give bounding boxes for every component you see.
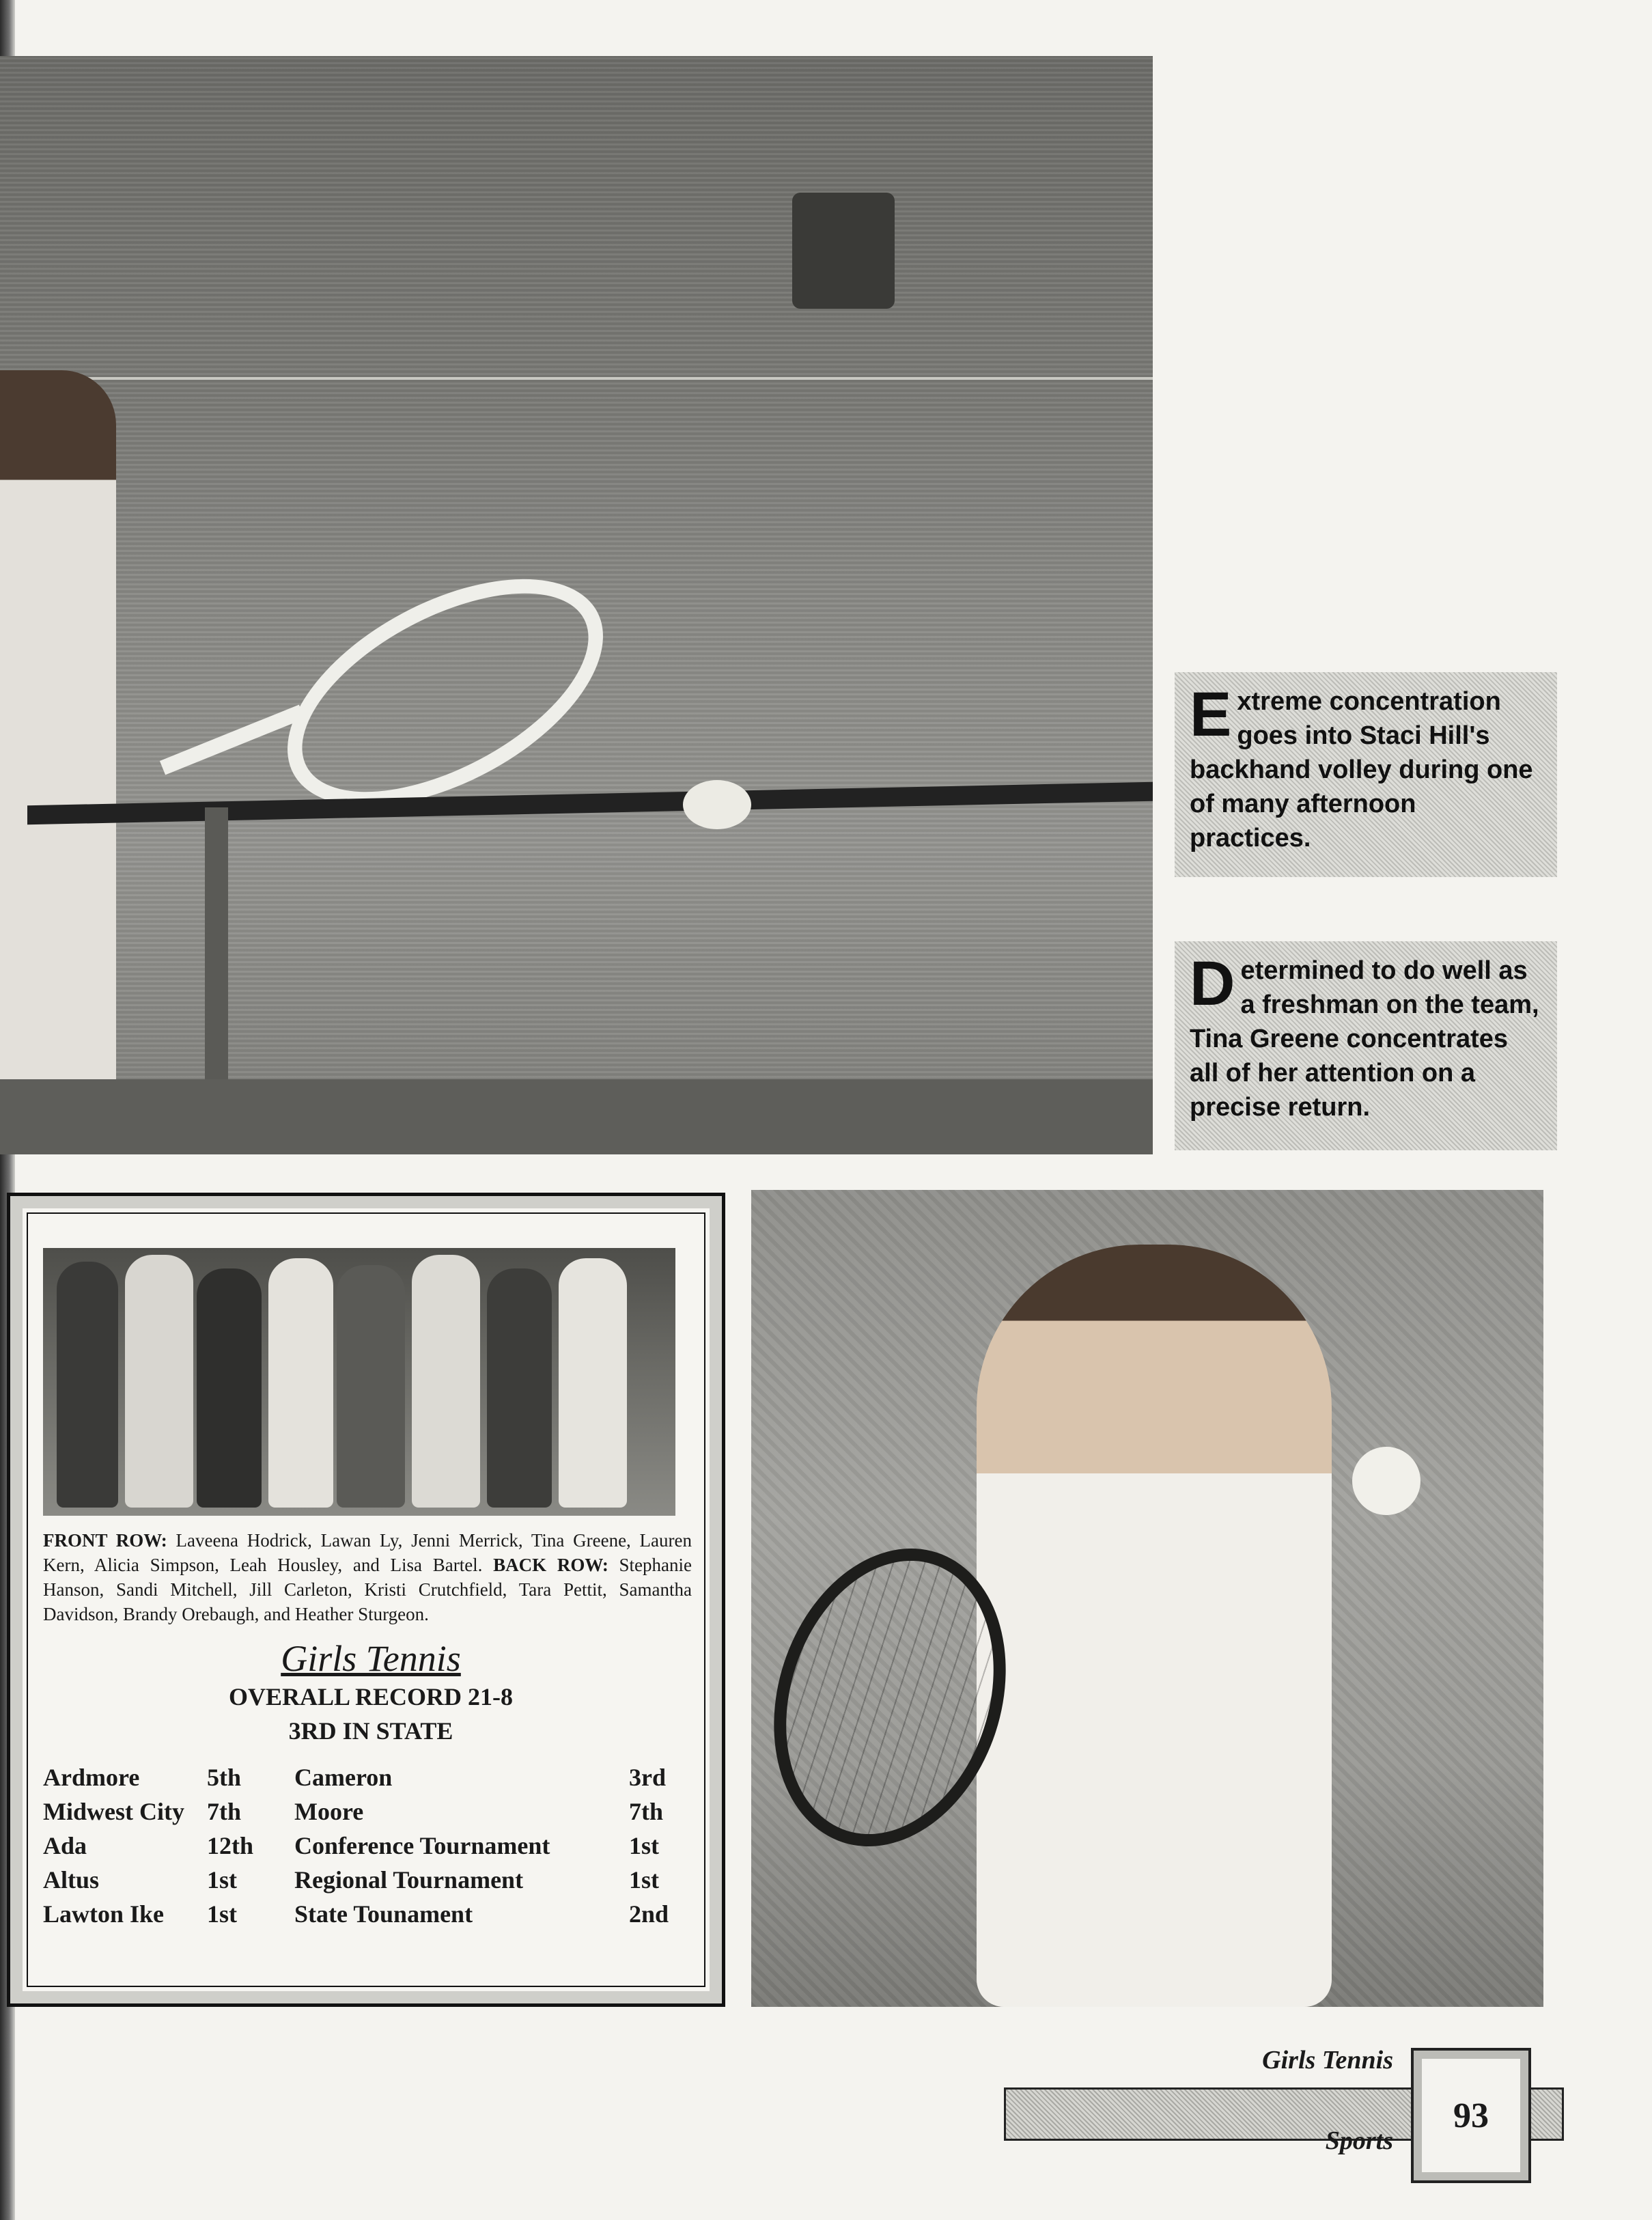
caption-text: xtreme concentration goes into Staci Hill's backhand volley during one of many afternoon practices.	[1190, 687, 1533, 852]
result: 7th	[629, 1798, 664, 1825]
result: 1st	[207, 1866, 237, 1893]
caption-freshman	[1175, 941, 1557, 1150]
result: 7th	[207, 1798, 242, 1825]
dropcap: E	[1190, 680, 1232, 749]
photo-forehand-return	[751, 1190, 1543, 2007]
opponent: Ardmore	[43, 1764, 140, 1791]
tennis-ball	[683, 780, 751, 829]
section-title: Girls Tennis	[1262, 2046, 1393, 2075]
player-figure	[0, 370, 116, 1154]
results-table	[43, 1760, 699, 1931]
fence-line	[0, 377, 1153, 380]
result: 2nd	[629, 1900, 669, 1928]
result: 1st	[207, 1900, 237, 1928]
court-surface	[0, 1079, 1153, 1154]
opponent: Regional Tournament	[294, 1866, 524, 1893]
table-row	[43, 1794, 699, 1829]
opponent: State Tounament	[294, 1900, 473, 1928]
caption-text: etermined to do well as a freshman on the team, Tina Greene concentrates all of her attention on a precise return.	[1190, 956, 1539, 1122]
racket-handle	[160, 705, 305, 775]
tennis-ball	[1352, 1447, 1420, 1515]
player-figure	[977, 1245, 1332, 2007]
caption-backhand	[1175, 672, 1557, 877]
state-finish: 3RD IN STATE	[288, 1717, 453, 1745]
opponent: Altus	[43, 1866, 100, 1893]
back-row-label: BACK ROW:	[493, 1555, 608, 1575]
back-row-names: Stephanie Hanson, Sandi Mitchell, Jill Carleton, Kristi Crutchfield, Tara Pettit, Samantha Davidson, Brandy Orebaugh, and Heather Sturgeon.	[43, 1555, 692, 1624]
opponent: Lawton Ike	[43, 1900, 165, 1928]
opponent: Cameron	[294, 1764, 393, 1791]
result: 12th	[207, 1832, 254, 1859]
team-record-box	[7, 1193, 725, 2007]
fence-patch	[792, 193, 895, 309]
page-number: 93	[1453, 2096, 1489, 2135]
opponent: Conference Tournament	[294, 1832, 550, 1859]
team-photo	[43, 1248, 675, 1516]
record-title: Girls Tennis	[281, 1638, 461, 1679]
opponent: Ada	[43, 1832, 87, 1859]
dropcap: D	[1190, 949, 1235, 1018]
section-label: Sports	[1325, 2126, 1393, 2155]
opponent: Moore	[294, 1798, 364, 1825]
table-row	[43, 1863, 699, 1897]
opponent: Midwest City	[43, 1798, 184, 1825]
front-row-names: Laveena Hodrick, Lawan Ly, Jenni Merrick, Tina Greene, Lauren Kern, Alicia Simpson, Leah Housley, and Lisa Bartel.	[43, 1530, 692, 1575]
net-band	[27, 782, 1153, 825]
photo-backhand-volley	[0, 56, 1153, 1154]
result: 1st	[629, 1866, 659, 1893]
overall-record: OVERALL RECORD 21-8	[228, 1683, 514, 1710]
result: 1st	[629, 1832, 659, 1859]
table-row	[43, 1829, 699, 1863]
table-row	[43, 1897, 699, 1931]
team-caption	[43, 1528, 692, 1626]
table-row	[43, 1760, 699, 1794]
team-record-inner	[27, 1212, 705, 1987]
result: 3rd	[629, 1764, 666, 1791]
page-number-box	[1411, 2048, 1531, 2183]
front-row-label: FRONT ROW:	[43, 1530, 167, 1551]
result: 5th	[207, 1764, 242, 1791]
